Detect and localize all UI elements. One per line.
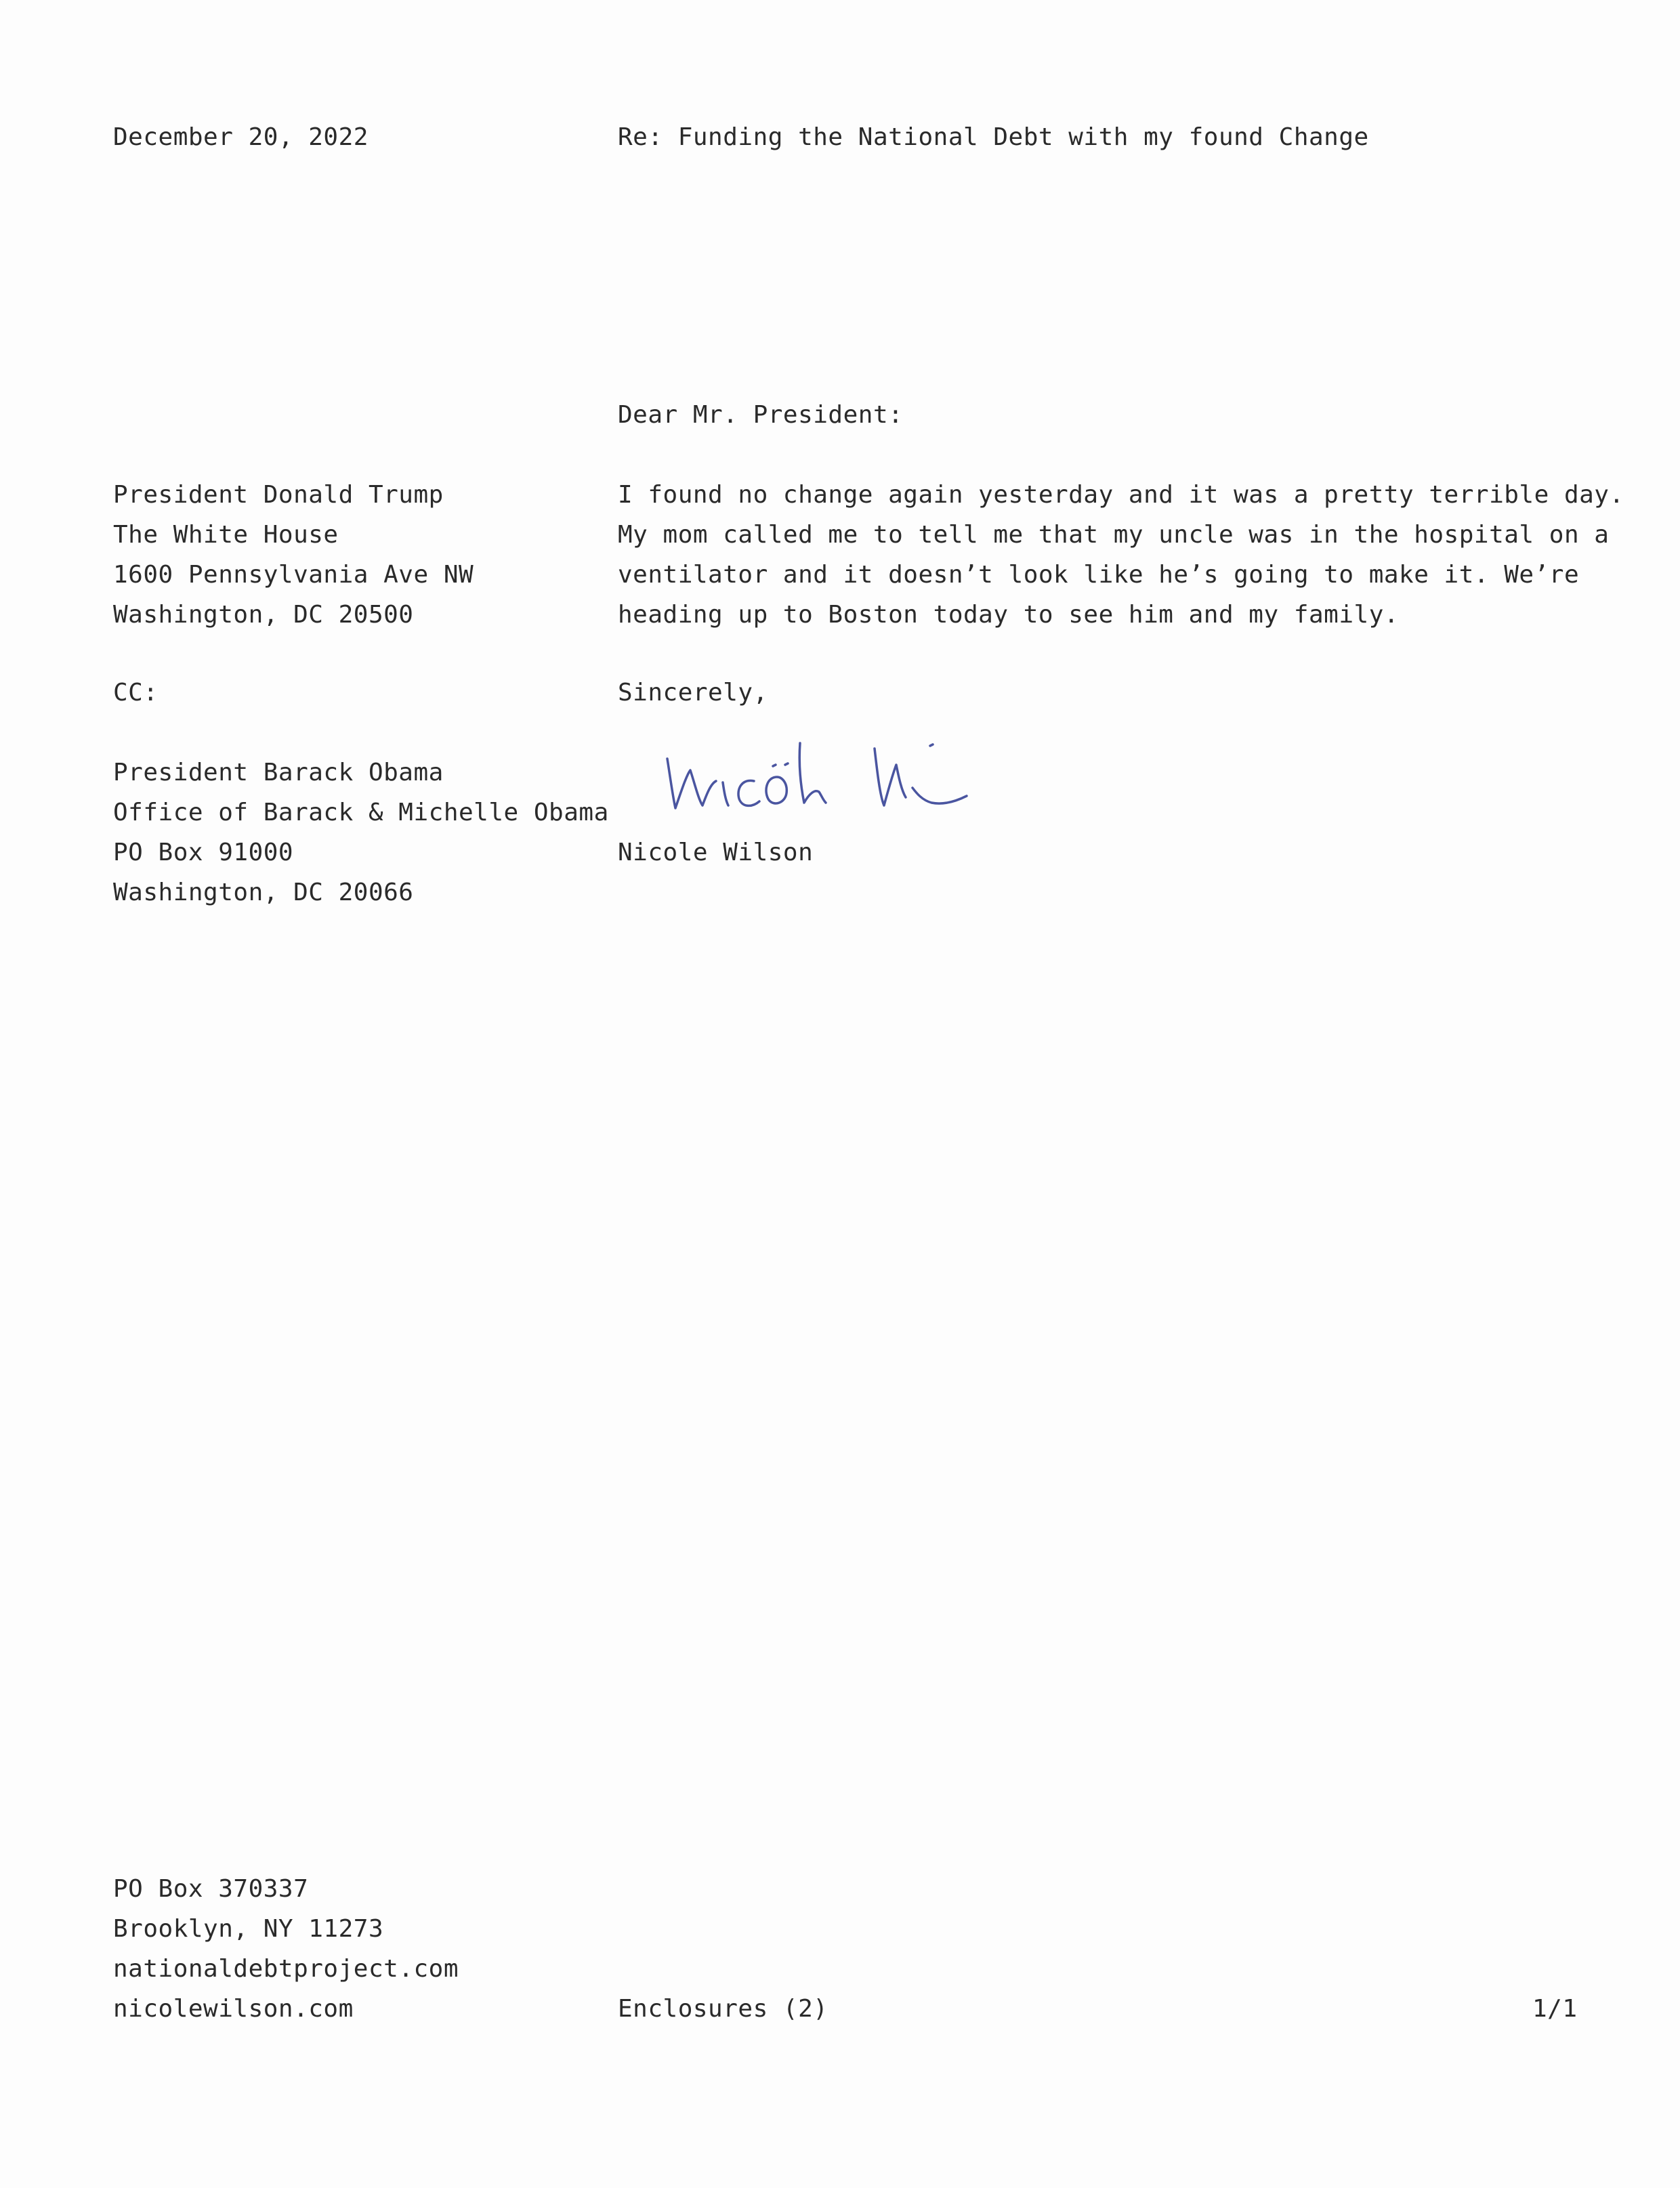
recipient-line: President Donald Trump xyxy=(113,481,444,509)
cc-line: PO Box 91000 xyxy=(113,839,294,866)
footer-address xyxy=(113,1869,459,2029)
cc-address xyxy=(113,753,609,912)
cc-label: CC: xyxy=(113,679,159,707)
cc-line: President Barack Obama xyxy=(113,759,444,786)
letter-subject: Re: Funding the National Debt with my found Change xyxy=(618,123,1369,151)
recipient-address xyxy=(113,475,474,635)
body-line: heading up to Boston today to see him and my family. xyxy=(618,601,1400,629)
cc-line: Washington, DC 20066 xyxy=(113,879,414,906)
closing: Sincerely, xyxy=(618,679,768,707)
salutation: Dear Mr. President: xyxy=(618,401,904,429)
body-line: ventilator and it doesn’t look like he’s going to make it. We’re xyxy=(618,561,1580,589)
body-line: I found no change again yesterday and it was a pretty terrible day. xyxy=(618,481,1624,509)
recipient-line: Washington, DC 20500 xyxy=(113,601,414,629)
recipient-line: The White House xyxy=(113,521,339,549)
signature-strokes xyxy=(667,743,967,808)
footer-line: nicolewilson.com xyxy=(113,1995,354,2023)
enclosures: Enclosures (2) xyxy=(618,1995,828,2023)
recipient-line: 1600 Pennsylvania Ave NW xyxy=(113,561,474,589)
page-number: 1/1 xyxy=(1532,1995,1578,2023)
letter-date: December 20, 2022 xyxy=(113,123,369,151)
footer-line: nationaldebtproject.com xyxy=(113,1955,459,1983)
handwritten-signature xyxy=(660,735,972,823)
footer-line: Brooklyn, NY 11273 xyxy=(113,1915,384,1943)
cc-line: Office of Barack & Michelle Obama xyxy=(113,799,609,826)
footer-line: PO Box 370337 xyxy=(113,1875,309,1903)
sender-name: Nicole Wilson xyxy=(618,839,814,866)
letter-body xyxy=(618,475,1624,635)
body-line: My mom called me to tell me that my uncle was in the hospital on a xyxy=(618,521,1610,549)
